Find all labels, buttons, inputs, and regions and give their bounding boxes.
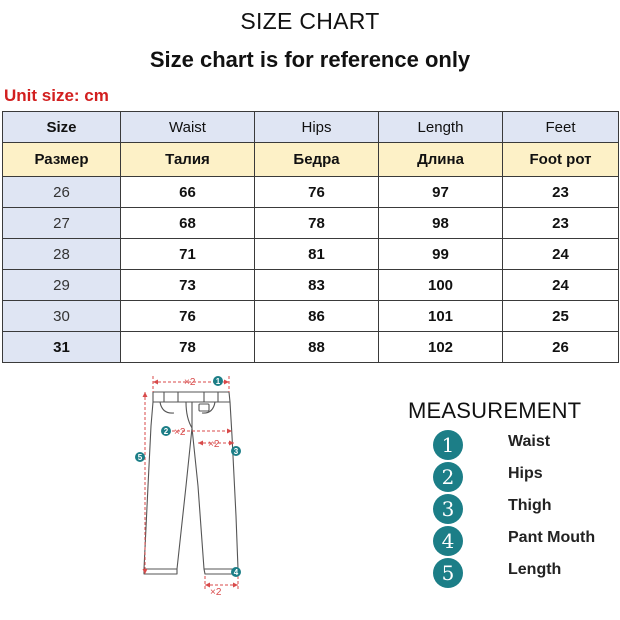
- cell-size: 30: [3, 301, 121, 332]
- legend-label: Waist: [508, 433, 551, 450]
- cell-waist: 66: [121, 177, 255, 208]
- legend-label: Hips: [508, 465, 543, 482]
- cell-size: 29: [3, 270, 121, 301]
- marker-1: 1: [215, 377, 221, 386]
- table-row: [3, 301, 619, 332]
- cell-feet: 25: [503, 301, 619, 332]
- waist-mult-label: ×2: [184, 377, 196, 388]
- page-title: SIZE CHART: [240, 8, 380, 34]
- number-4-icon: 4: [433, 526, 463, 556]
- cell-size: 31: [3, 332, 121, 363]
- legend-item-thigh: [430, 494, 620, 526]
- table-row: [3, 239, 619, 270]
- cell-length: 99: [379, 239, 503, 270]
- header-size: Size: [3, 112, 121, 143]
- legend-item-hips: [430, 462, 620, 494]
- marker-2: 2: [163, 427, 169, 436]
- page-subtitle: Size chart is for reference only: [149, 47, 471, 72]
- legend-item-waist: [430, 430, 620, 462]
- pants-diagram: [120, 366, 260, 606]
- cell-waist: 76: [121, 301, 255, 332]
- cell-waist: 68: [121, 208, 255, 239]
- pants-outline-icon: [144, 392, 238, 574]
- cell-size: 26: [3, 177, 121, 208]
- cell-hips: 78: [255, 208, 379, 239]
- header-length: Length: [379, 112, 503, 143]
- cell-waist: 71: [121, 239, 255, 270]
- marker-5: 5: [137, 453, 143, 462]
- cell-length: 101: [379, 301, 503, 332]
- size-table: [2, 111, 619, 363]
- cell-hips: 83: [255, 270, 379, 301]
- cell-feet: 23: [503, 177, 619, 208]
- marker-3: 3: [233, 447, 239, 456]
- unit-label: Unit size: cm: [4, 86, 109, 105]
- table-row: [3, 270, 619, 301]
- header-size-ru: Размер: [3, 143, 121, 177]
- cell-length: 98: [379, 208, 503, 239]
- thigh-mult-label: ×2: [208, 439, 220, 450]
- header-hips-ru: Бедра: [255, 143, 379, 177]
- cell-hips: 81: [255, 239, 379, 270]
- table-header-ru: [3, 143, 619, 177]
- legend-label: Thigh: [508, 497, 552, 514]
- cell-length: 100: [379, 270, 503, 301]
- hips-mult-label: ×2: [174, 427, 186, 438]
- number-2-icon: 2: [433, 462, 463, 492]
- cell-hips: 86: [255, 301, 379, 332]
- measurement-title: MEASUREMENT: [408, 398, 582, 423]
- marker-4: 4: [233, 568, 239, 577]
- header-length-ru: Длина: [379, 143, 503, 177]
- mouth-mult-label: ×2: [210, 587, 222, 598]
- table-row: [3, 332, 619, 363]
- cell-length: 97: [379, 177, 503, 208]
- header-waist-ru: Талия: [121, 143, 255, 177]
- cell-hips: 76: [255, 177, 379, 208]
- header-hips: Hips: [255, 112, 379, 143]
- arrow-heads-icon: [143, 380, 239, 588]
- header-feet: Feet: [503, 112, 619, 143]
- cell-feet: 24: [503, 239, 619, 270]
- header-feet-ru: Foot рот: [503, 143, 619, 177]
- cell-feet: 26: [503, 332, 619, 363]
- number-1-icon: 1: [433, 430, 463, 460]
- legend-item-pant-mouth: [430, 526, 620, 558]
- legend-label: Length: [508, 561, 562, 578]
- cell-hips: 88: [255, 332, 379, 363]
- header-waist: Waist: [121, 112, 255, 143]
- cell-size: 27: [3, 208, 121, 239]
- cell-waist: 73: [121, 270, 255, 301]
- cell-length: 102: [379, 332, 503, 363]
- cell-waist: 78: [121, 332, 255, 363]
- number-5-icon: 5: [433, 558, 463, 588]
- table-header-en: [3, 112, 619, 143]
- cell-feet: 23: [503, 208, 619, 239]
- table-row: [3, 177, 619, 208]
- table-row: [3, 208, 619, 239]
- legend-item-length: [430, 558, 620, 590]
- cell-feet: 24: [503, 270, 619, 301]
- legend-label: Pant Mouth: [508, 529, 596, 546]
- number-3-icon: 3: [433, 494, 463, 524]
- cell-size: 28: [3, 239, 121, 270]
